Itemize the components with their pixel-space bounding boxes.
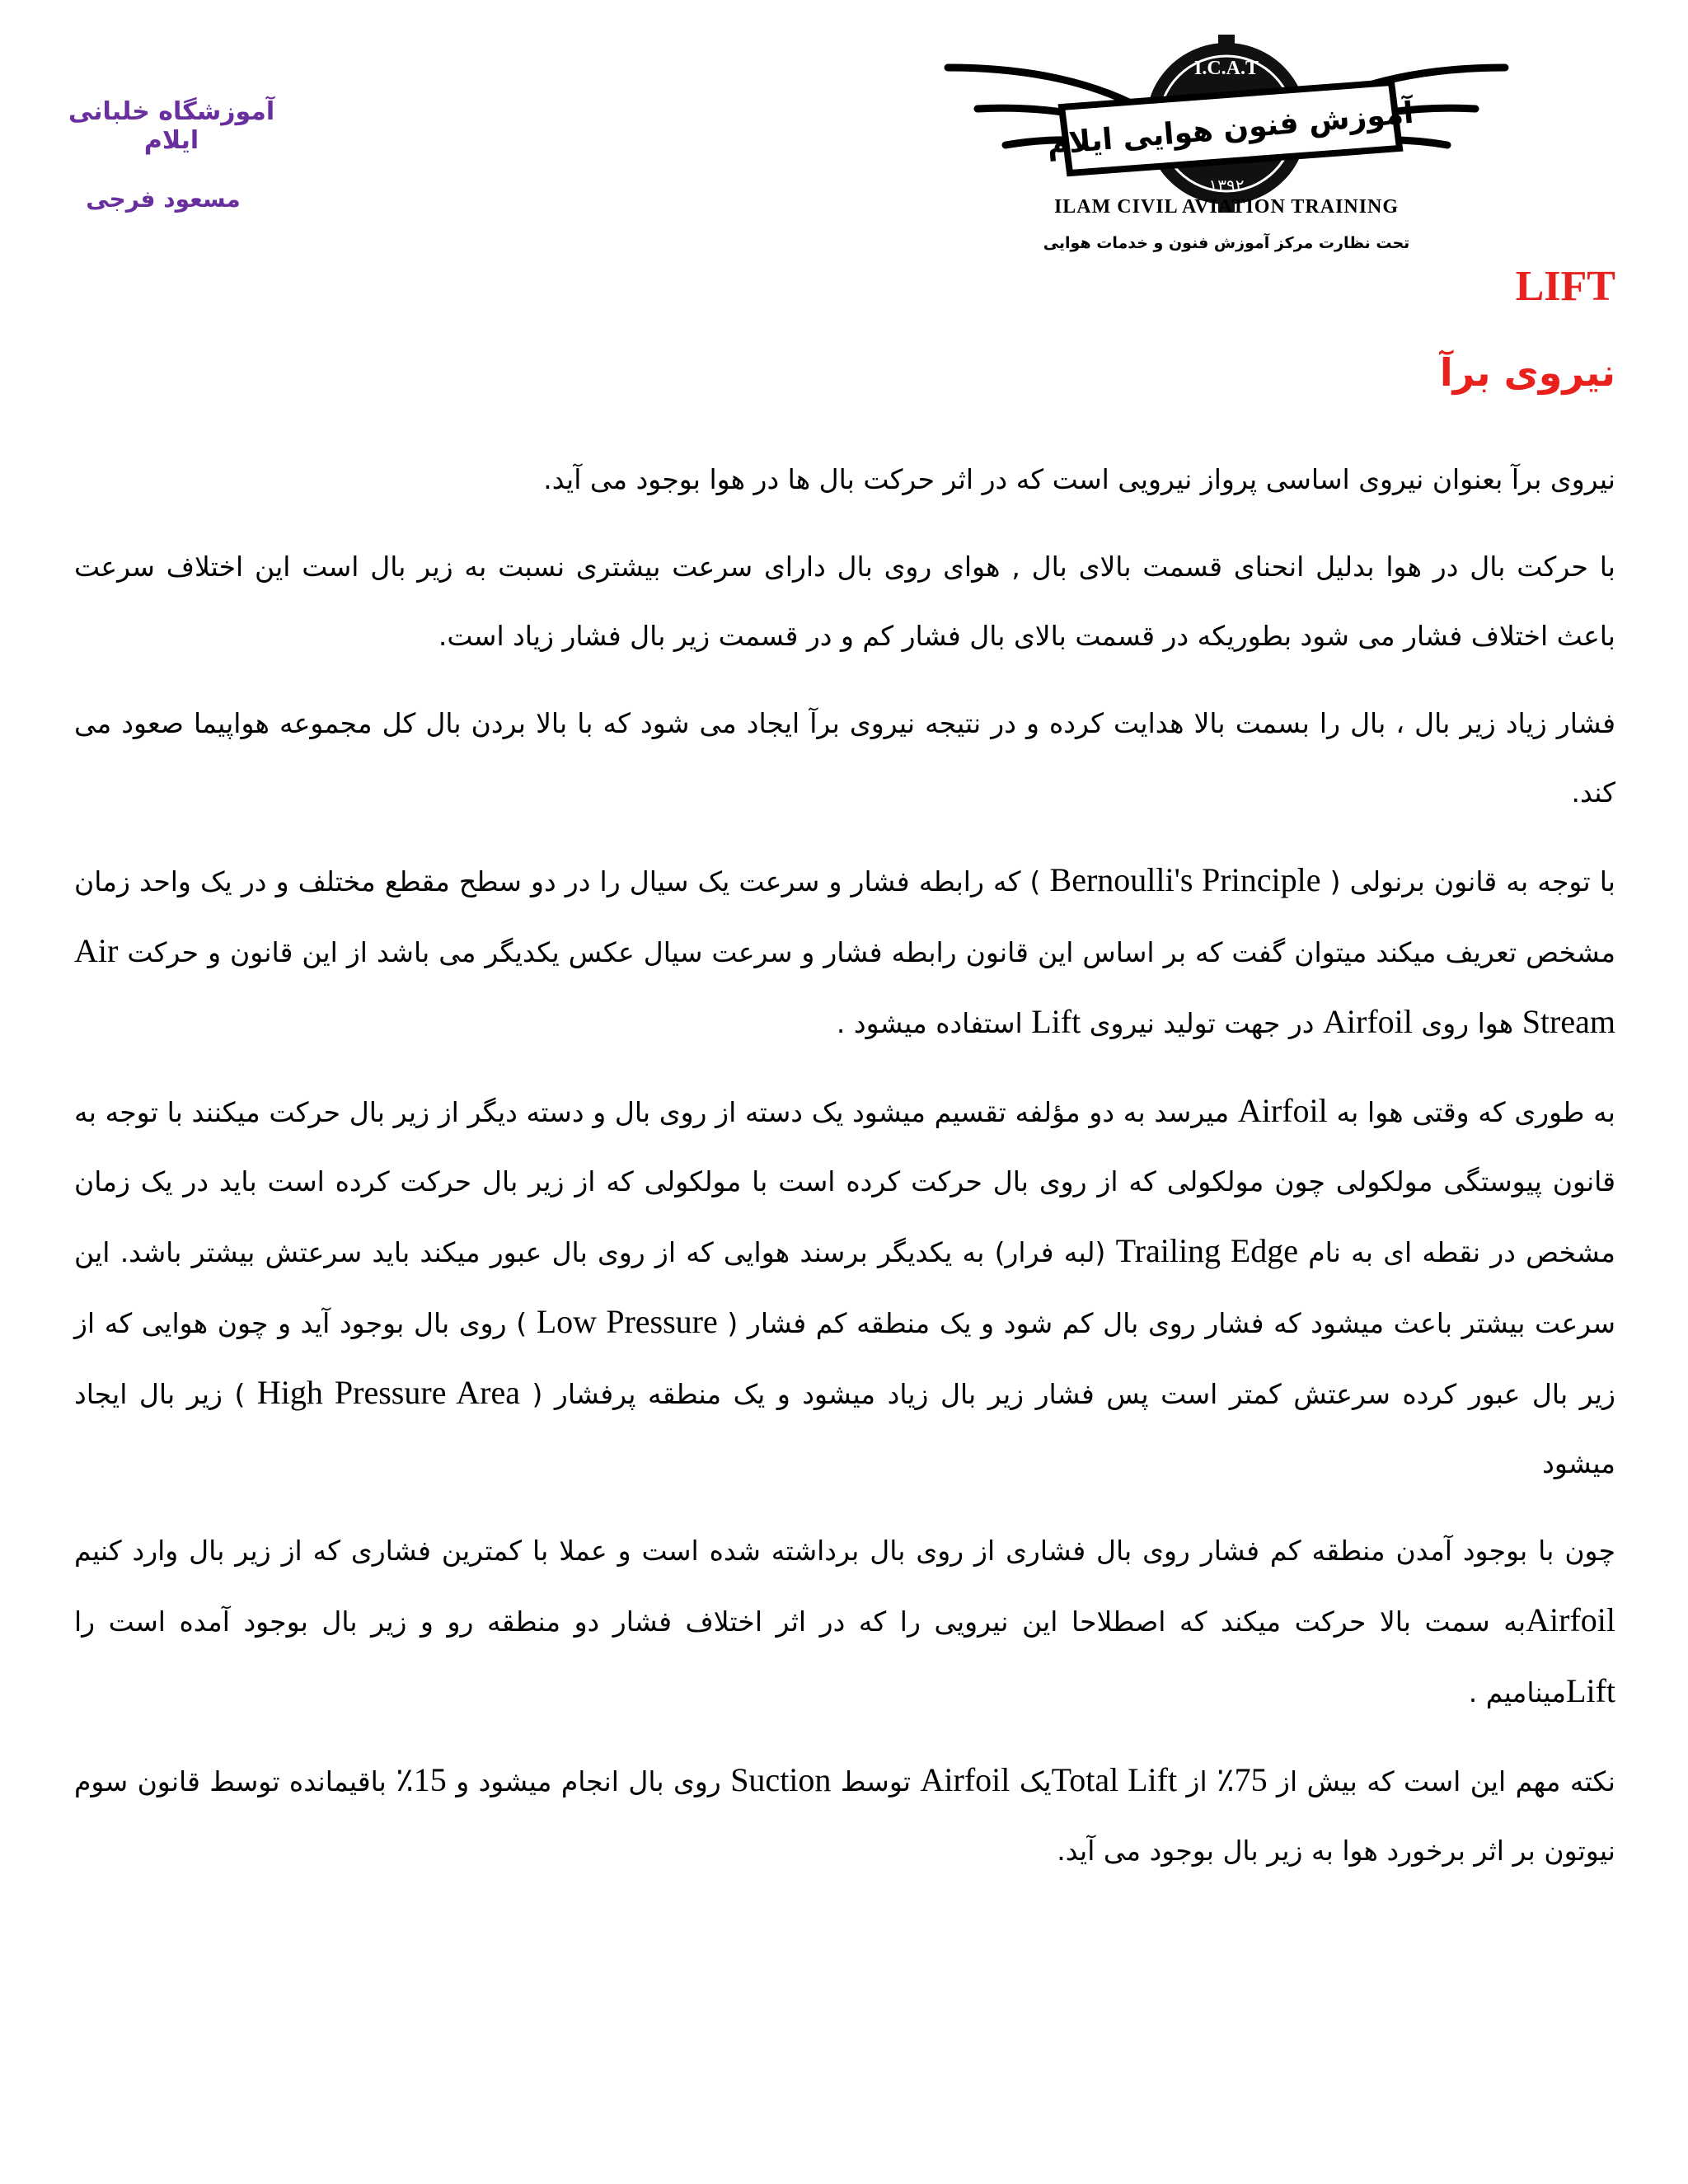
- p6-text-c: به سمت بالا حرکت میکند که اصطلاحا این نیرویی را که در اثر اختلاف فشار دو منطقه رو و زیر بال بوجود آمده است را: [74, 1605, 1526, 1638]
- p5-text-c: میرسد به دو مؤلفه تقسیم میشود یک دسته از روی بال و دسته دیگر از زیر بال حرکت میکنند با توجه به قانون پیوستگی مولکولی چون مولکولی که از روی بال حرکت کرده است با مولکولی که از زیر بال حرکت کرده است باید در یک زمان مشخص در نقطه ای به نام: [74, 1096, 1615, 1268]
- term-high-pressure-area: High Pressure Area: [256, 1374, 520, 1411]
- paragraph-2: با حرکت بال در هوا بدلیل انحنای قسمت بالای بال , هوای روی بال دارای سرعت بیشتری نسبت به زیر بال است این اختلاف سرعت باعث اختلاف فشار می شود بطوریکه در قسمت بالای بال فشار کم و در قسمت زیر بال فشار زیاد است.: [74, 551, 1615, 652]
- term-airfoil: Airfoil: [1526, 1601, 1615, 1638]
- logo-year: ۱۳۹۲: [1208, 176, 1245, 195]
- paragraph-6: [74, 1516, 1615, 1727]
- term-suction: Suction: [730, 1761, 832, 1798]
- term-airfoil: Airfoil: [1323, 1003, 1413, 1040]
- logo-caption: ILAM CIVIL AVIATION TRAINING: [1053, 196, 1400, 218]
- p5-text-a: به طوری که وقتی هوا به: [1336, 1096, 1615, 1128]
- term-total-lift: Total Lift: [1051, 1761, 1178, 1798]
- paragraph-1: نیروی برآ بعنوان نیروی اساسی پرواز نیرویی است که در اثر حرکت بال ها در هوا بوجود می آید.: [543, 463, 1615, 495]
- title-english: LIFT: [1515, 263, 1615, 310]
- p4-text-i: استفاده میشود .: [836, 1007, 1023, 1039]
- p4-text-e: هوا روی: [1421, 1007, 1514, 1039]
- p7-text-e: یک: [1019, 1765, 1052, 1797]
- paragraph-3: فشار زیاد زیر بال ، بال را بسمت بالا هدایت کرده و در نتیجه نیروی برآ ایجاد می شود که با بالا بردن بال کل مجموعه هواپیما صعود می کند.: [74, 707, 1615, 808]
- term-low-pressure: Low Pressure: [536, 1303, 718, 1340]
- term-air-stream: Air Stream: [74, 932, 1615, 1040]
- p4-text-g: در جهت تولید نیروی: [1089, 1007, 1315, 1039]
- paragraph-4: [74, 846, 1615, 1058]
- p5-text-i: ) زیر بال ایجاد میشود: [74, 1378, 1615, 1479]
- author-name: مسعود فرجی: [86, 185, 241, 213]
- p4-text-c: ) که رابطه فشار و سرعت یک سیال را در دو سطح مقطع مختلف و در یک واحد زمان مشخص تعریف میکند میتوان گفت که بر اساس این قانون رابطه فشار و سرعت سیال عکس یکدیگر می باشد از این قانون و حرکت: [74, 865, 1615, 968]
- paragraph-5: [74, 1076, 1615, 1498]
- document-body: [74, 445, 1615, 1904]
- p4-text-a: با توجه به قانون برنولی (: [1329, 865, 1615, 898]
- p5-text-g: ) روی بال بوجود آید و چون هوایی که از زیر بال عبور کرده سرعتش کمتر است پس فشار زیر بال زیاد میشود و یک منطقه پرفشار (: [74, 1307, 1615, 1410]
- p7-text-i: روی بال انجام میشود و: [456, 1765, 721, 1797]
- term-lift: Lift: [1566, 1672, 1615, 1709]
- logo-ring-top: I.C.A.T: [1193, 58, 1259, 79]
- p5-text-e: (لبه فرار) به یکدیگر برسند هوایی که از روی بال عبور میکند باید سرعتش بیشتر باشد. این سرعت بیشتر باعث میشود که فشار روی بال کم شود و یک منطقه کم فشار (: [74, 1236, 1616, 1339]
- term-airfoil: Airfoil: [920, 1761, 1010, 1798]
- p6-text-e: مینامیم .: [1468, 1676, 1567, 1708]
- term-lift: Lift: [1031, 1003, 1081, 1040]
- title-persian: نیروی برآ: [1439, 350, 1615, 395]
- school-name: آموزشگاه خلبانی ایلام: [68, 97, 275, 155]
- logo-subtitle: تحت نظارت مرکز آموزش فنون و خدمات هوایی: [1043, 234, 1410, 252]
- p6-text-a: چون با بوجود آمدن منطقه کم فشار روی بال فشاری از روی بال برداشته شده است و عملا با کمترین فشاری که از زیر بال وارد کنیم: [74, 1535, 1615, 1567]
- p7-text-a: نکته مهم این است که بیش از: [1277, 1765, 1615, 1797]
- percent-75: 75٪: [1217, 1761, 1268, 1798]
- term-bernoulli: Bernoulli's Principle: [1049, 861, 1321, 898]
- term-airfoil: Airfoil: [1237, 1092, 1328, 1129]
- p7-text-c: از: [1186, 1765, 1207, 1797]
- percent-15: 15٪: [396, 1761, 447, 1798]
- paragraph-7: [74, 1746, 1615, 1886]
- logo-banner-text: آموزش فنون هوایی ایلام: [1045, 96, 1415, 162]
- p7-text-g: توسط: [840, 1765, 912, 1797]
- p7-text-k: باقیمانده توسط قانون سوم نیوتون بر اثر برخورد هوا به زیر بال بوجود می آید.: [74, 1765, 1615, 1867]
- term-trailing-edge: Trailing Edge: [1115, 1232, 1298, 1269]
